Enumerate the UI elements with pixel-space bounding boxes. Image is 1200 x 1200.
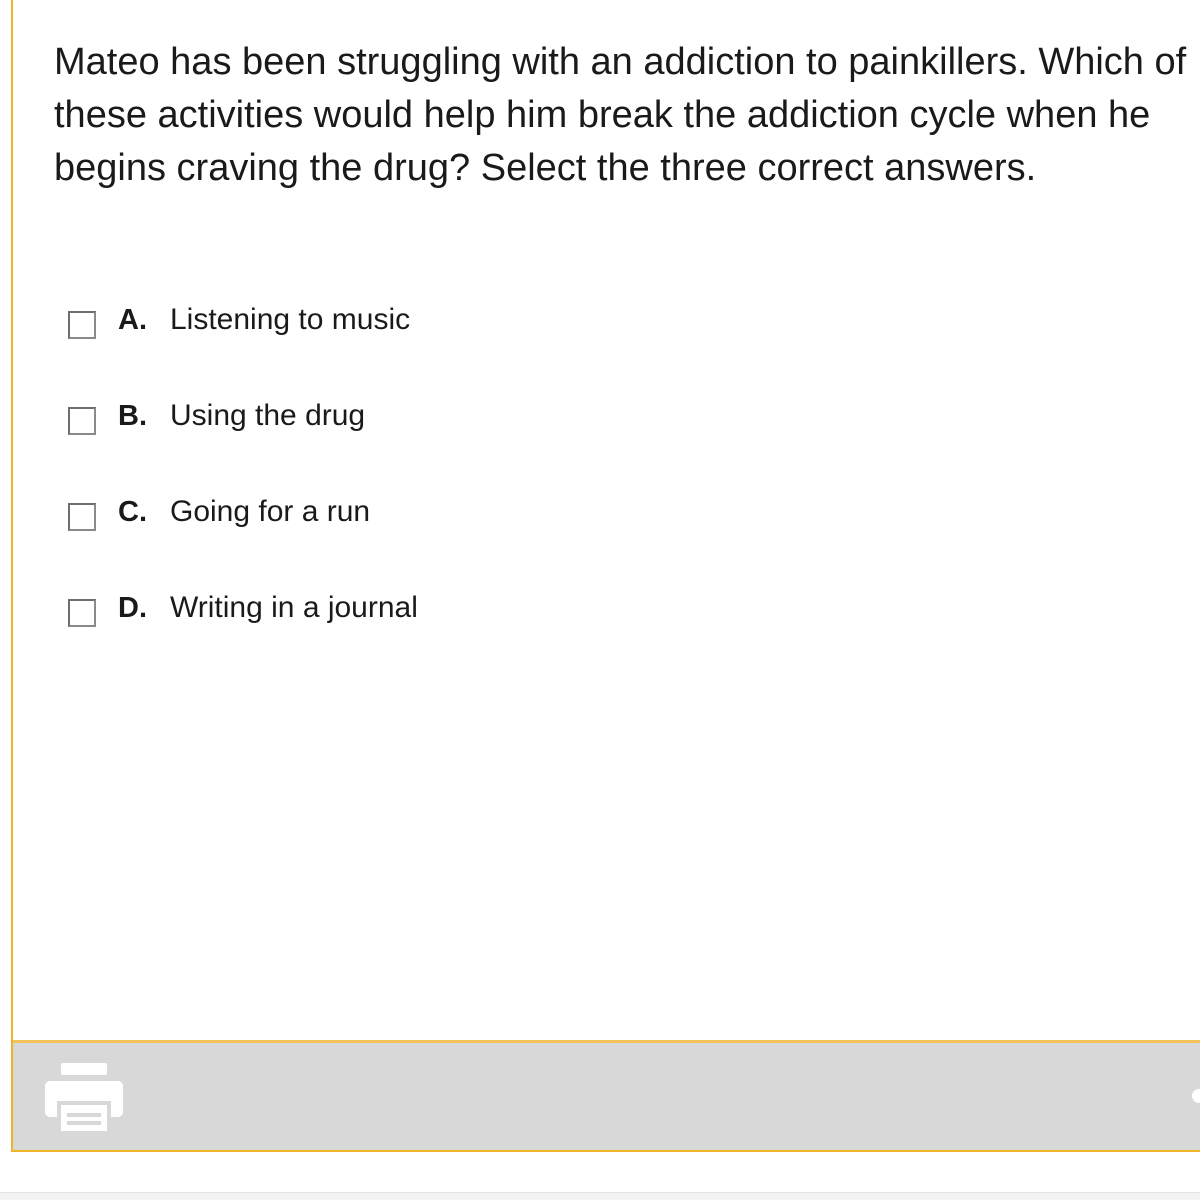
option-c[interactable] <box>68 492 370 532</box>
option-label: Listening to music <box>170 303 411 336</box>
checkbox-d[interactable] <box>68 599 96 627</box>
option-a[interactable] <box>68 300 410 340</box>
option-label: Going for a run <box>170 495 371 528</box>
option-label: Writing in a journal <box>170 591 418 624</box>
checkbox-a[interactable] <box>68 311 96 339</box>
question-text: Mateo has been struggling with an addiction to painkillers. Which of these activities would help him break the addiction cycle when he begins craving the drug? Select the three correct answers. <box>54 41 1187 189</box>
checkbox-b[interactable] <box>68 407 96 435</box>
option-letter: D. <box>118 591 147 624</box>
option-letter: C. <box>118 495 147 528</box>
printer-icon <box>43 1061 125 1133</box>
bottom-toolbar <box>13 1040 1200 1150</box>
option-letter: B. <box>118 399 147 432</box>
checkbox-c[interactable] <box>68 503 96 531</box>
option-b[interactable] <box>68 396 365 436</box>
option-label: Using the drug <box>170 399 366 432</box>
next-arrow-edge[interactable] <box>1192 1089 1200 1103</box>
bottom-strip <box>0 1192 1200 1200</box>
option-d[interactable] <box>68 588 418 628</box>
option-letter: A. <box>118 303 147 336</box>
print-button[interactable] <box>43 1061 125 1133</box>
